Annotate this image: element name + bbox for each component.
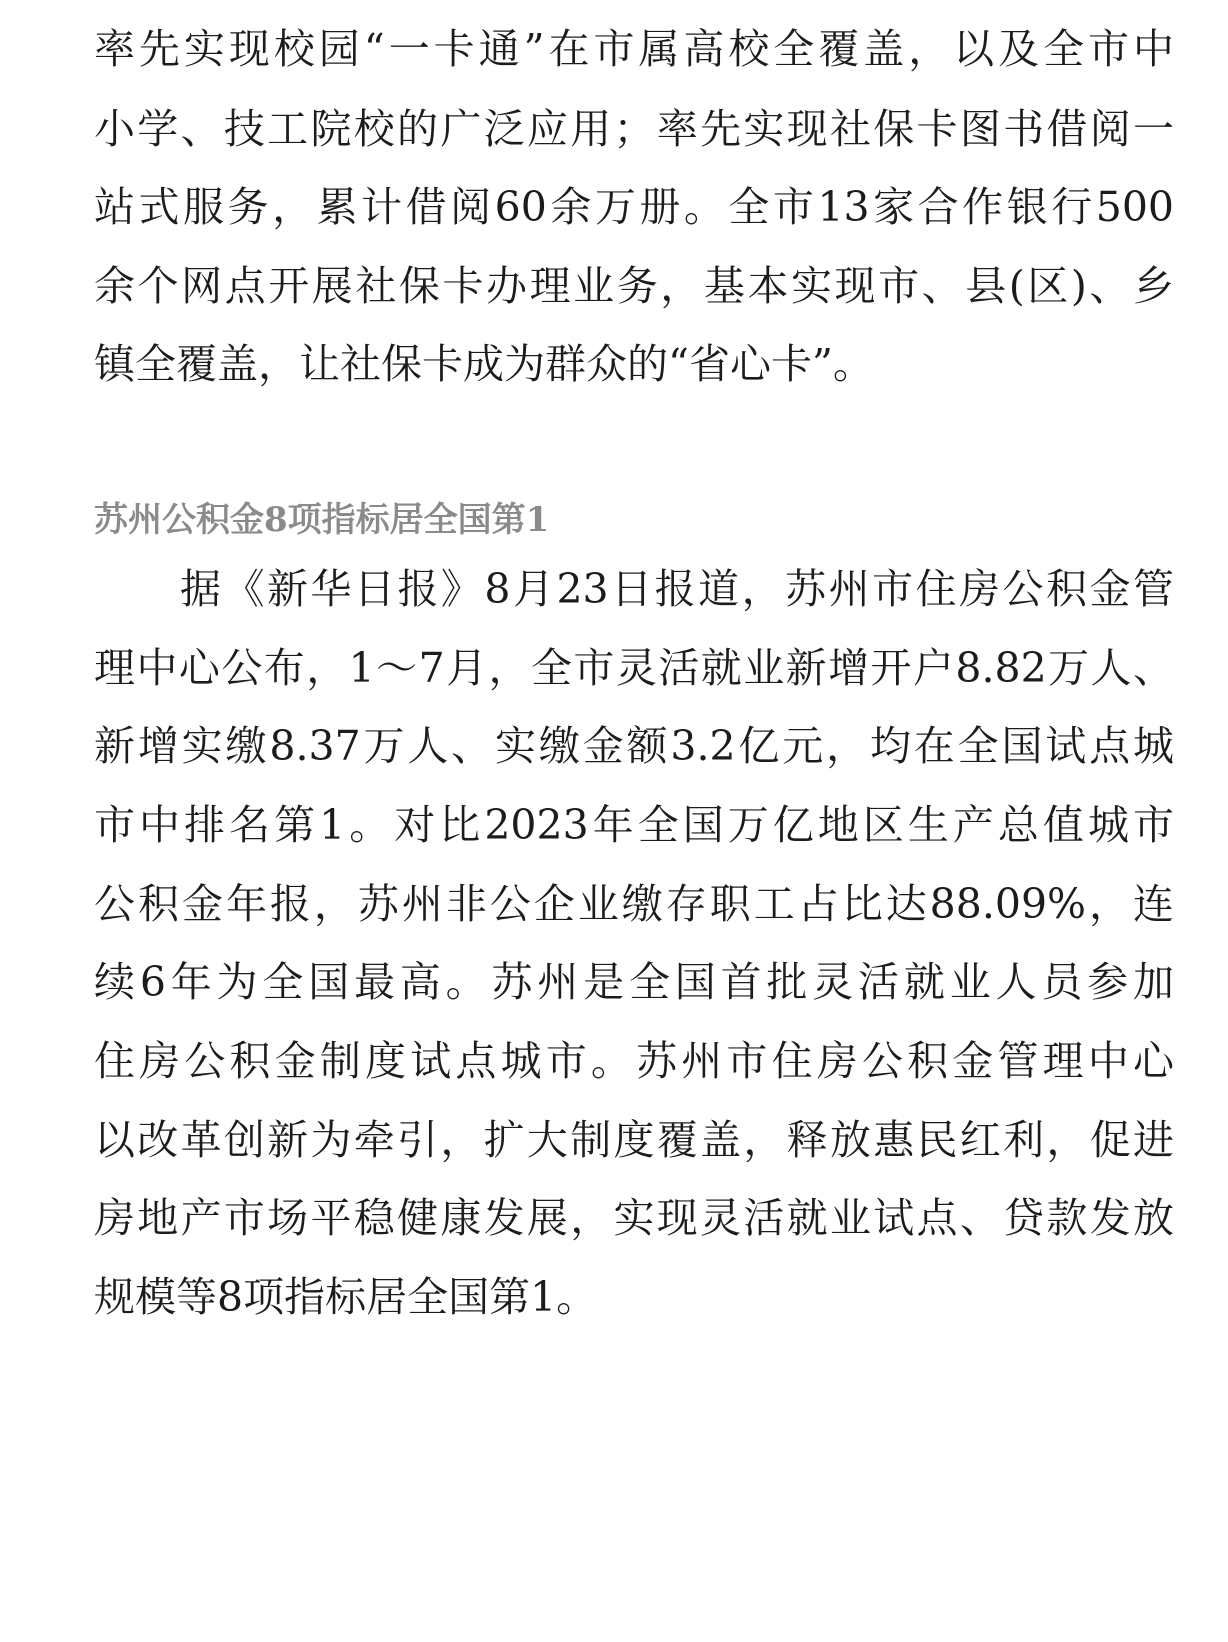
body-line: 理中心公布，1～7月，全市灵活就业新增开户8.82万人、 — [94, 644, 1174, 692]
intro-line: 镇全覆盖，让社保卡成为群众的“省心卡”。 — [94, 340, 874, 388]
body-line: 房地产市场平稳健康发展，实现灵活就业试点、贷款发放 — [94, 1194, 1174, 1242]
intro-line: 站式服务，累计借阅60余万册。全市13家合作银行500 — [94, 183, 1174, 231]
intro-line: 余个网点开展社保卡办理业务，基本实现市、县(区)、乡 — [94, 262, 1174, 310]
intro-line: 小学、技工院校的广泛应用；率先实现社保卡图书借阅一 — [94, 105, 1174, 153]
body-line: 续6年为全国最高。苏州是全国首批灵活就业人员参加 — [94, 958, 1174, 1006]
body-line: 以改革创新为牵引，扩大制度覆盖，释放惠民红利，促进 — [94, 1116, 1174, 1164]
body-line: 公积金年报，苏州非公企业缴存职工占比达88.09%，连 — [94, 880, 1174, 928]
body-line: 据《新华日报》8月23日报道，苏州市住房公积金管 — [180, 565, 1174, 613]
body-line: 市中排名第1。对比2023年全国万亿地区生产总值城市 — [94, 801, 1174, 849]
section-heading: 苏州公积金8项指标居全国第1 — [94, 500, 550, 540]
body-line: 住房公积金制度试点城市。苏州市住房公积金管理中心 — [94, 1037, 1174, 1085]
body-line: 规模等8项指标居全国第1。 — [94, 1273, 598, 1321]
body-line: 新增实缴8.37万人、实缴金额3.2亿元，均在全国试点城 — [94, 722, 1174, 770]
intro-line: 率先实现校园“一卡通”在市属高校全覆盖，以及全市中 — [94, 25, 1174, 73]
